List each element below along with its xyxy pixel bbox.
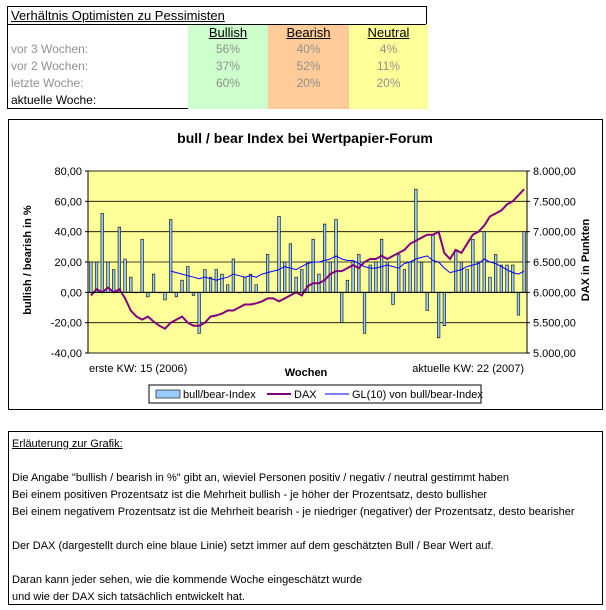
neutral-value: 20% (376, 76, 401, 90)
bar (437, 292, 440, 338)
bar (243, 277, 246, 292)
row-label: vor 2 Wochen: (11, 59, 89, 73)
bar (300, 270, 303, 293)
bar (358, 254, 361, 292)
bar (112, 270, 115, 293)
bar (375, 262, 378, 292)
y2-tick-label: 7.500,00 (533, 196, 576, 209)
bar (346, 280, 349, 292)
bar (460, 262, 463, 292)
bar (443, 292, 446, 325)
explanation-line: Bei einem negativem Prozentsatz ist die Mehrheit bearish - je niedriger (negativer) der Prozentsatz, desto bearisher (12, 506, 575, 518)
table-title: Verhältnis Optimisten zu Pessimisten (11, 8, 225, 23)
y2-tick-label: 6.500,00 (533, 257, 576, 269)
y2-tick-label: 8.000,00 (533, 166, 576, 178)
explanation-line: und wie der DAX sich tatsächlich entwickelt hat. (12, 591, 245, 603)
bar (164, 292, 167, 300)
legend-label: DAX (294, 389, 317, 401)
bar (141, 239, 144, 292)
chart-container (8, 119, 603, 410)
y-tick-label: 0,00 (60, 287, 82, 300)
bar (420, 262, 423, 292)
bar (95, 262, 98, 292)
table-row (8, 41, 426, 58)
bar (397, 254, 400, 292)
bar (323, 224, 326, 292)
y-tick-label: -40,00 (50, 348, 82, 360)
x-start-label: erste KW: 15 (2006) (89, 363, 188, 375)
y2-tick-label: 5.500,00 (533, 317, 576, 330)
bar (129, 277, 132, 292)
y-tick-label: 80,00 (54, 166, 82, 178)
legend (149, 385, 483, 403)
y-tick-label: -20,00 (50, 317, 82, 330)
bar (523, 232, 526, 293)
bar (426, 292, 429, 310)
y-axis-title: bullish / bearish in % (22, 205, 34, 315)
explanation-line: Bei einem positiven Prozentsatz ist die Mehrheit bullish - je höher der Prozentsatz, desto bullisher (12, 489, 488, 501)
bearish-value: 20% (296, 76, 321, 90)
bar (169, 220, 172, 293)
explanation-line: Der DAX (dargestellt durch eine blaue Linie) setzt immer auf dem geschätzten Bull / Bear Wert auf. (12, 540, 494, 552)
bar (409, 262, 412, 292)
row-label: aktuelle Woche: (11, 93, 97, 107)
y2-tick-label: 7.000,00 (533, 226, 576, 239)
bar (278, 217, 281, 293)
bar (204, 270, 207, 293)
row-label: vor 3 Wochen: (11, 42, 89, 56)
bar (363, 292, 366, 333)
y2-axis-title: DAX in Punkten (580, 218, 592, 302)
y-tick-label: 40,00 (54, 226, 82, 239)
table-header-row (8, 24, 426, 41)
bearish-value: 40% (296, 42, 321, 56)
y2-tick-label: 6.000,00 (533, 287, 576, 300)
bullish-value: 60% (215, 76, 241, 90)
bar (226, 285, 229, 293)
bar (186, 267, 189, 293)
bar (198, 292, 201, 333)
bar (483, 232, 486, 293)
bar (221, 274, 224, 292)
legend-swatch-bars (156, 390, 180, 398)
bar (232, 259, 235, 292)
y2-tick-label: 5.000,00 (533, 348, 576, 360)
bar (403, 270, 406, 293)
bar (511, 265, 514, 292)
bar (295, 277, 298, 292)
legend-label: bull/bear-Index (183, 389, 256, 401)
bar (249, 274, 252, 292)
explanation-box (8, 431, 603, 605)
bearish-value: 52% (296, 59, 321, 73)
bar (472, 239, 475, 292)
bar (369, 265, 372, 292)
bar (90, 262, 93, 292)
neutral-value: 4% (379, 42, 398, 56)
y-tick-label: 20,00 (54, 257, 82, 269)
header-neutral: Neutral (367, 25, 410, 40)
plot-area (88, 171, 527, 353)
bullish-value: 37% (215, 59, 241, 73)
table-row (8, 75, 426, 92)
bar (432, 235, 435, 293)
header-bullish: Bullish (208, 25, 248, 40)
bar (175, 292, 178, 297)
header-bearish: Bearish (286, 25, 331, 40)
bar (477, 262, 480, 292)
bar (500, 265, 503, 292)
bar (329, 262, 332, 292)
bar (466, 270, 469, 293)
sentiment-table (7, 6, 427, 109)
table-row (8, 58, 426, 75)
row-label: letzte Woche: (11, 76, 84, 90)
chart-svg (9, 120, 602, 409)
bar (380, 239, 383, 292)
bar (181, 280, 184, 292)
bar (517, 292, 520, 315)
bar (266, 254, 269, 292)
x-axis-title: Wochen (284, 367, 328, 379)
bar (124, 259, 127, 292)
bar (215, 270, 218, 293)
explanation-line: Daran kann jeder sehen, wie die kommende Woche eingeschätzt wurde (12, 574, 363, 586)
bar (392, 292, 395, 304)
bar (340, 292, 343, 322)
bullish-value: 56% (215, 42, 241, 56)
neutral-value: 11% (376, 59, 401, 73)
bar (147, 292, 150, 297)
bar (101, 213, 104, 292)
legend-label: GL(10) von bull/bear-Index (352, 389, 483, 401)
bar (255, 285, 258, 293)
bar (489, 277, 492, 292)
bar (386, 262, 389, 292)
table-title-row (8, 7, 426, 25)
bar (152, 274, 155, 292)
explanation-line: Die Angabe "bullish / bearish in %" gibt an, wieviel Personen positiv / negativ / neutral gestimmt haben (12, 472, 509, 484)
table-row (8, 92, 426, 109)
chart-title: bull / bear Index bei Wertpapier-Forum (177, 130, 433, 146)
explanation-heading: Erläuterung zur Grafik: (12, 438, 123, 450)
x-end-label: aktuelle KW: 22 (2007) (412, 363, 524, 375)
bar (494, 254, 497, 292)
bar (118, 227, 121, 292)
y-tick-label: 60,00 (54, 196, 82, 209)
